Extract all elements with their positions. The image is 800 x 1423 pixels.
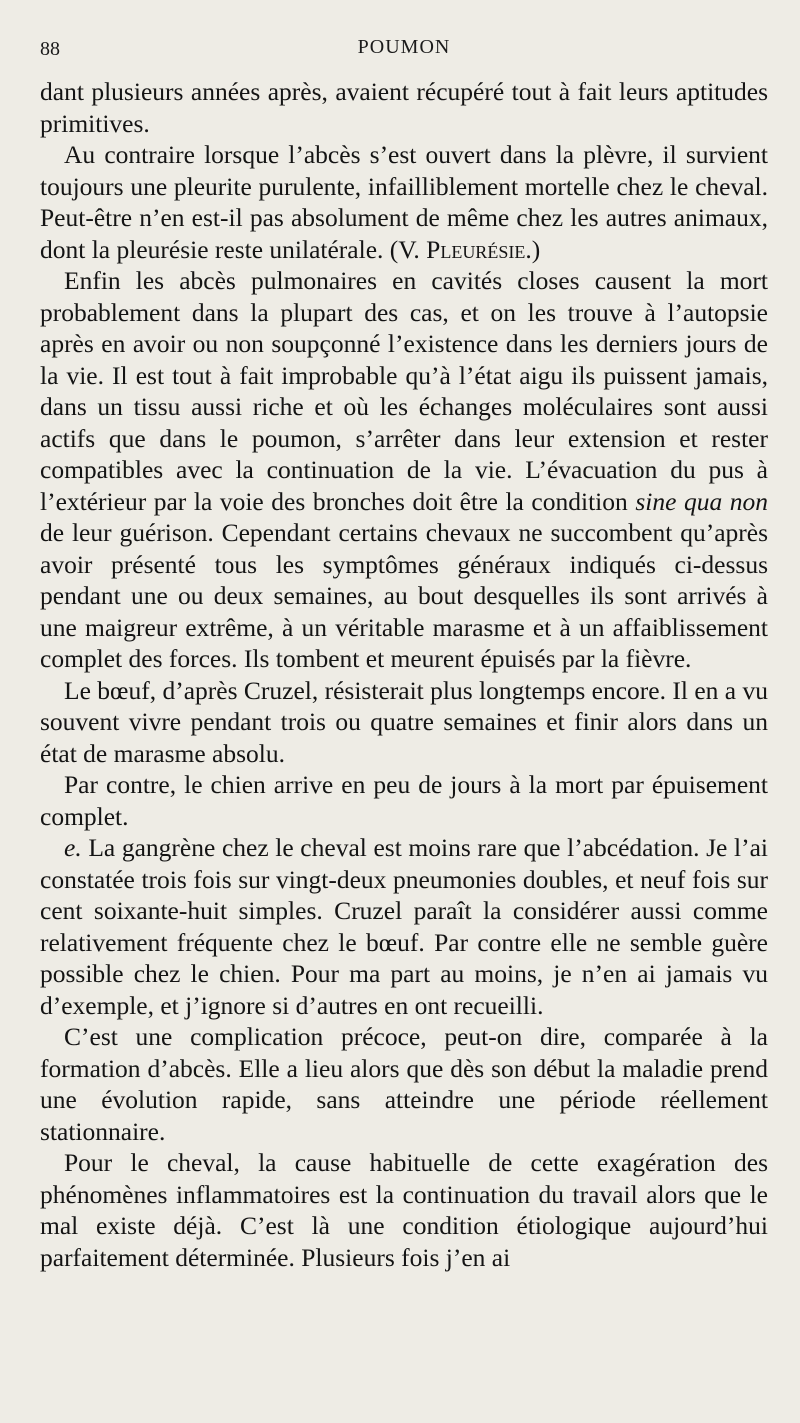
paragraph-8-text: Pour le cheval, la cause habituelle de cette exagération des phénomènes inflammatoires est la continuation du travail alors que le mal existe déjà. C’est là une condition étiologique aujourd’hui parfaitement déterminée. Plusieurs fois j’en ai (40, 1148, 768, 1272)
section-letter: e. (64, 833, 82, 862)
paragraph-8 (40, 1147, 768, 1273)
paragraph-3-text-a: Enfin les abcès pulmonaires en cavités closes causent la mort probablement dans la plupart des cas, et on les trouve à l’autopsie après en avoir ou non soupçonné l’existence dans les derniers jours de la vie. Il est tout à fait improbable qu’à l’état aigu ils puissent jamais, dans un tissu aussi riche et où les échanges moléculaires sont aussi actifs que dans le poumon, s’arrêter dans leur extension et rester compatibles avec la continuation de la vie. L’évacuation du pus à l’extérieur par la voie des bronches doit être la condition (40, 266, 768, 516)
paragraph-6-text: La gangrène chez le cheval est moins rare que l’abcédation. Je l’ai constatée trois fois sur vingt-deux pneumonies doubles, et neuf fois sur cent soixante-huit simples. Cruzel paraît la considérer aussi comme relativement fréquente chez le bœuf. Par contre elle ne semble guère possible chez le chien. Pour ma part au moins, je n’en ai jamais vu d’exemple, et j’ignore si d’autres en ont recueilli. (40, 833, 768, 1020)
cross-reference-pleuresie: Pleurésie (426, 234, 526, 264)
paragraph-4-text: Le bœuf, d’après Cruzel, résisterait plus longtemps encore. Il en a vu souvent vivre pendant trois ou quatre semaines et finir alors dans un état de marasme absolu. (40, 675, 768, 768)
page-header (40, 36, 768, 76)
page-number: 88 (40, 38, 60, 60)
paragraph-1 (40, 76, 768, 139)
paragraph-3-text-b: de leur guérison. Cependant certains chevaux ne succombent qu’après avoir présenté tous les symptômes généraux indiqués ci-dessus pendant une ou deux semaines, au bout desquelles ils sont arrivés à une maigreur extrême, à un véritable marasme et à un affaiblissement complet des forces. Ils tombent et meurent épuisés par la fièvre. (40, 518, 768, 673)
paragraph-7-text: C’est une complication précoce, peut-on dire, comparée à la formation d’abcès. Elle a lieu alors que dès son début la maladie prend une évolution rapide, sans atteindre une période réellement stationnaire. (40, 1022, 768, 1146)
paragraph-2 (40, 139, 768, 265)
paragraph-2-text-b: .) (525, 234, 541, 264)
paragraph-1-text: dant plusieurs années après, avaient récupéré tout à fait leurs aptitudes primitives. (40, 77, 768, 138)
paragraph-4 (40, 675, 768, 770)
paragraph-2-text-a: Au contraire lorsque l’abcès s’est ouvert dans la plèvre, il survient toujours une pleurite purulente, infailliblement mortelle chez le cheval. Peut-être n’en est-il pas absolument de même chez les autres animaux, dont la pleurésie reste unilatérale. (V. (40, 140, 768, 264)
paragraph-7 (40, 1021, 768, 1147)
paragraph-6 (40, 832, 768, 1021)
paragraph-5 (40, 769, 768, 832)
running-title: POUMON (357, 36, 451, 58)
paragraph-3 (40, 265, 768, 675)
paragraph-5-text: Par contre, le chien arrive en peu de jours à la mort par épuisement complet. (40, 770, 768, 831)
body-text (40, 76, 768, 1273)
latin-phrase: sine qua non (635, 486, 769, 516)
